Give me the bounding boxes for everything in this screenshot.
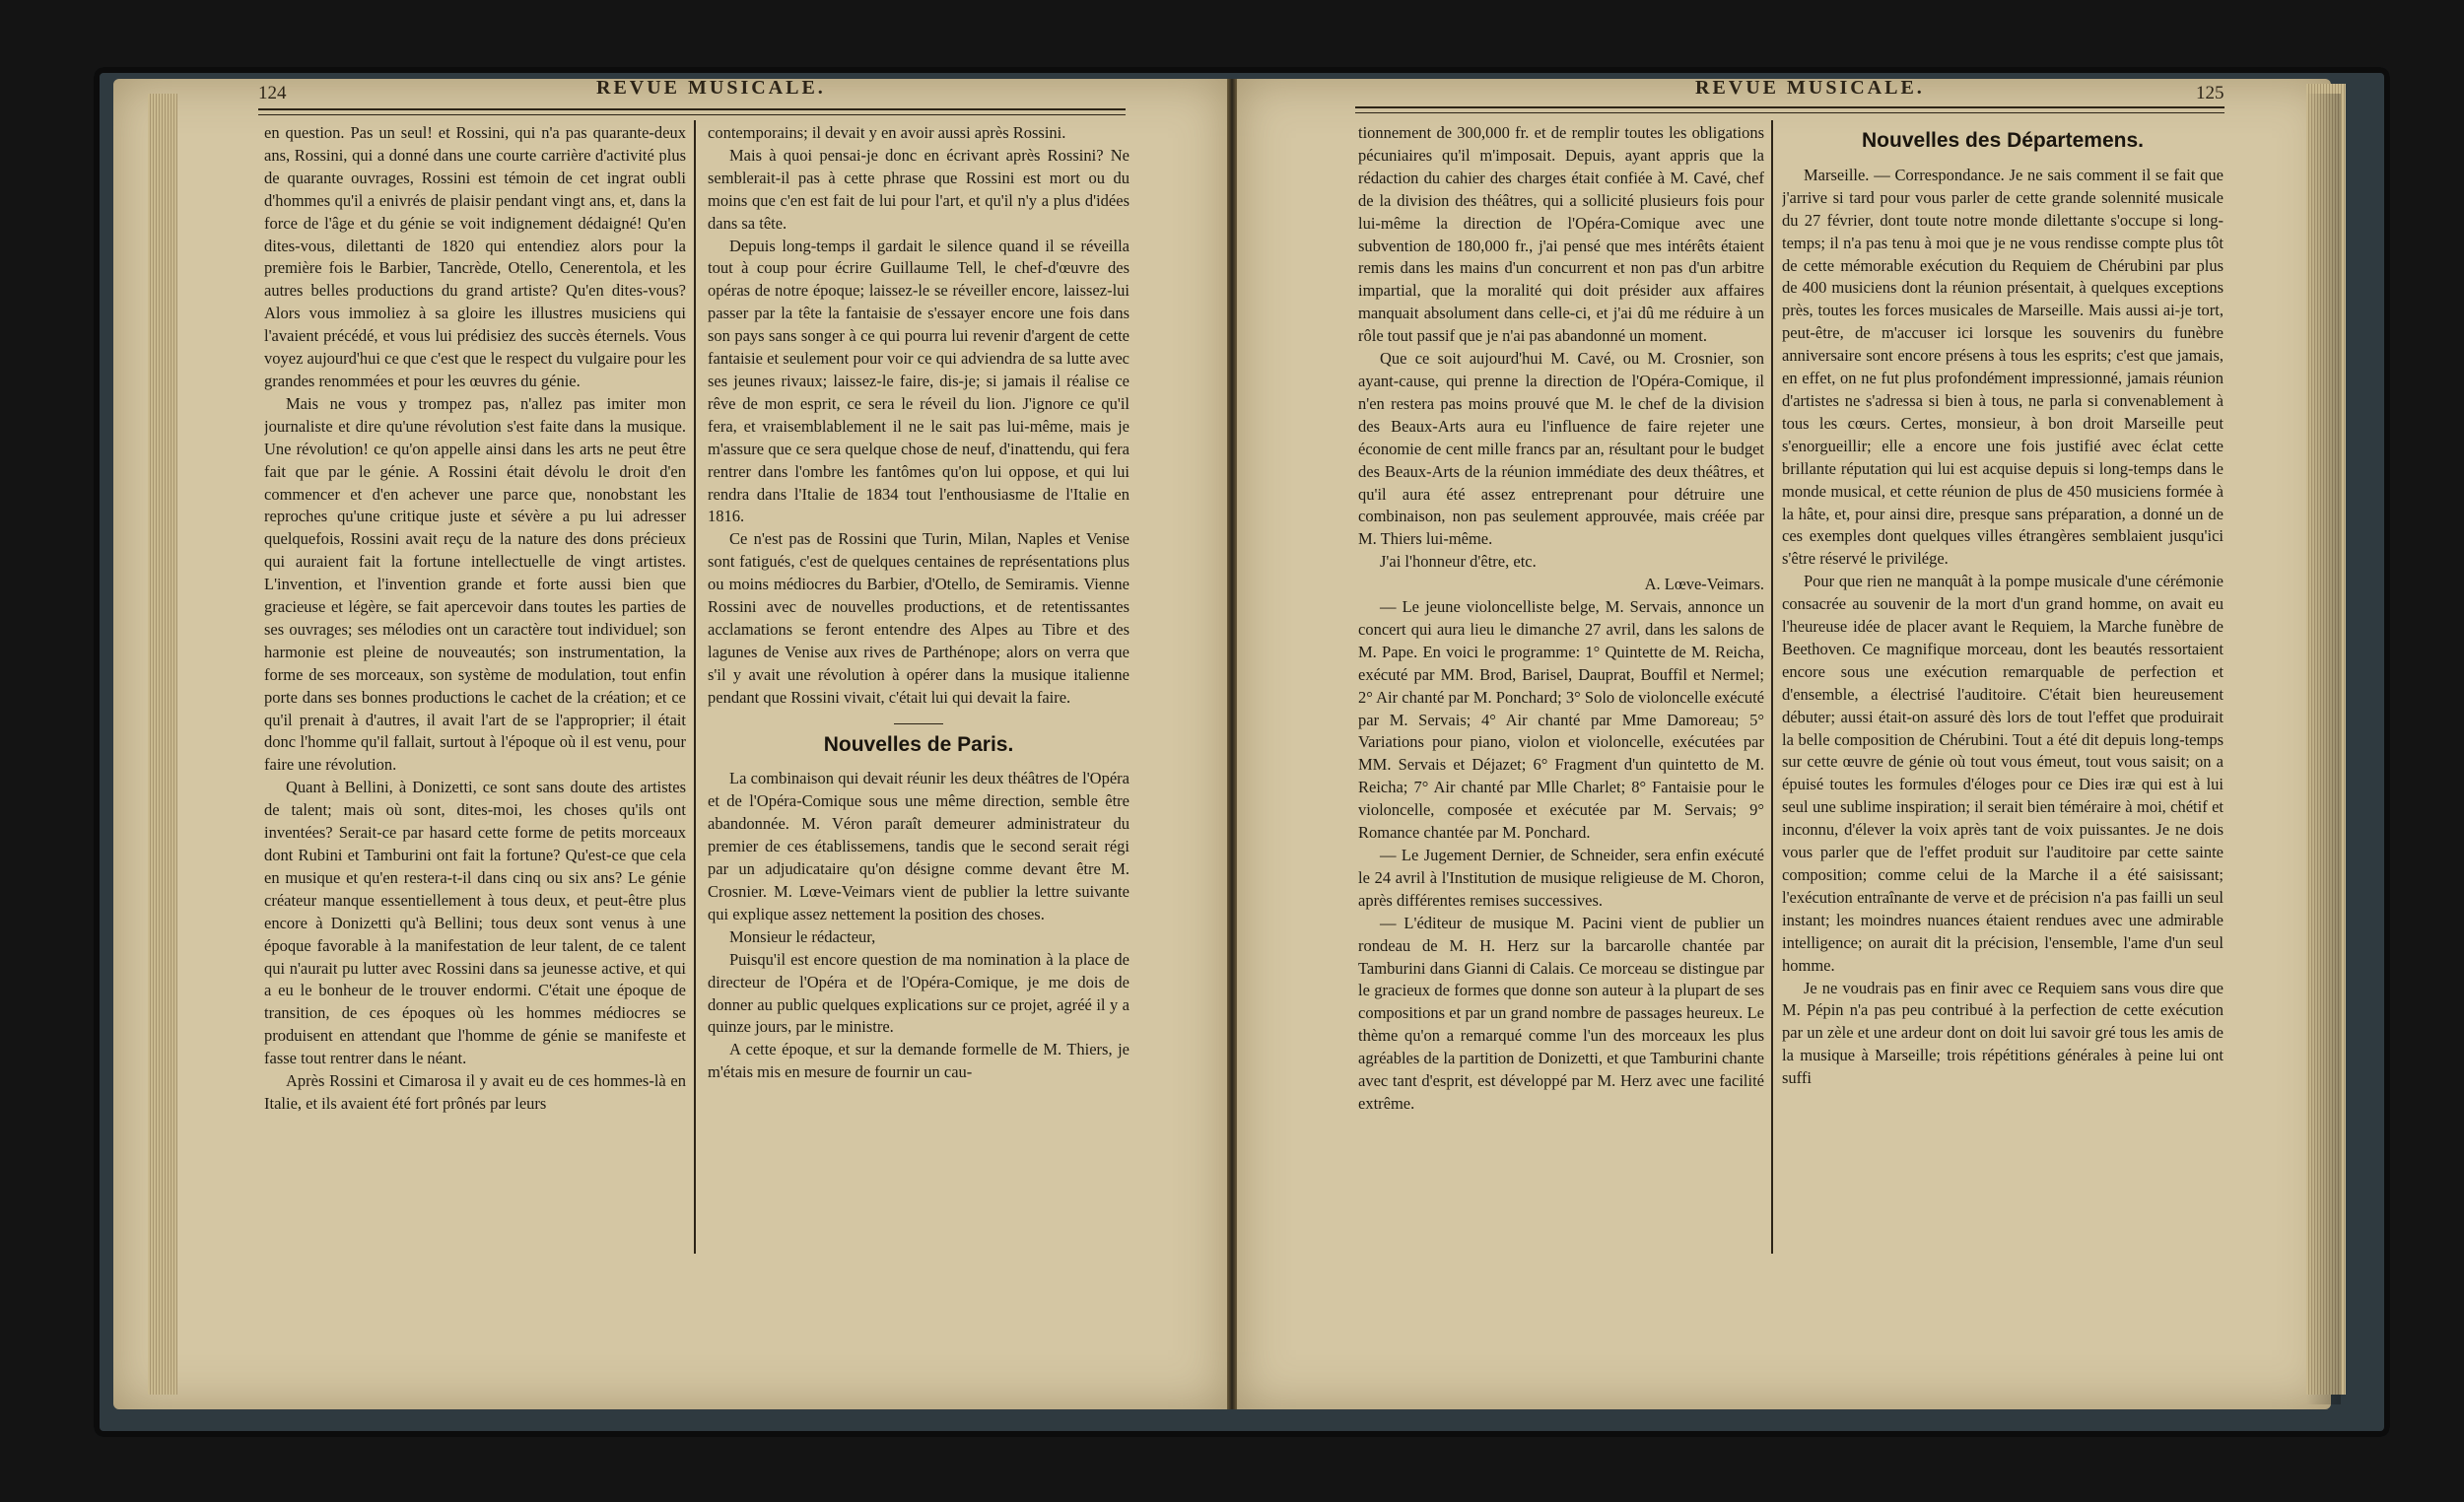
paragraph: Quant à Bellini, à Donizetti, ce sont sans doute des artistes de talent; mais où sont, dites-moi, les choses qu'ils ont inventées? Serait-ce par hasard cette forme de petits morceaux dont Rubini et Tamburini ont fait la fortune? Qu'est-ce que cela en musique et qu'en restera-t-il dans cinq ou six ans? Le génie créateur manque essentiellement à tous deux, et peut-être plus encore à Donizetti qu'à Bellini; tous deux sont venus à une époque favorable à la manifestation de leur talent, de ce talent qui n'aurait pu lutter avec Rossini dans sa jeunesse active, et qui a eu le bonheur de le trouver endormi. C'était une époque de transition, de ces époques où les hommes médiocres se produisent en attendant que l'homme de génie se manifeste et fasse tout rentrer dans le néant. [264, 778, 686, 1068]
paragraph: Je ne voudrais pas en finir avec ce Requiem sans vous dire que M. Pépin n'a pas peu contribué à la perfection de cette exécution par un zèle et une ardeur dont on doit lui savoir gré tous les amis de la musique à Marseille; trois répétitions générales à peine lui ont suffi [1782, 978, 2224, 1088]
left-column-2 [708, 122, 1129, 1251]
left-running-head: REVUE MUSICALE. [596, 77, 826, 99]
paragraph: Puisqu'il est encore question de ma nomination à la place de directeur de l'Opéra et de l'Opéra-Comique, je me dois de donner au public quelques explications sur ce projet, agréé il y a quinze jours, par le ministre. [708, 949, 1129, 1037]
right-page-number: 125 [2196, 83, 2224, 103]
paragraph: Que ce soit aujourd'hui M. Cavé, ou M. Crosnier, son ayant-cause, qui prenne la direction de l'Opéra-Comique, il n'en restera pas moins prouvé que M. le chef de la division des Beaux-Arts aura eu l'influence de faire rejeter une économie de cent mille francs par an, résultant pour le budget des Beaux-Arts de la réunion immédiate des deux théâtres, et qu'il aura été assez entreprenant pour détruire une combinaison, non pas seulement approuvée, mais créée par M. Thiers lui-même. [1358, 349, 1764, 549]
paragraph: Pour que rien ne manquât à la pompe musicale d'une cérémonie consacrée au souvenir de la mort d'un grand homme, on avait eu l'heureuse idée de placer avant le Requiem, la Marche funèbre de Beethoven. Ce magnifique morceau, dont les beautés ressortaient encore sous une exécution remarquable de perfection et d'ensemble, a électrisé l'auditoire. C'était bien heureusement débuter; aussi était-on assuré dès lors de tout l'effet que produirait la belle composition de Chérubini. Tout a été dit depuis long-temps sur cette œuvre de génie où tout vous émeut, tout vous saisit; on a épuisé toutes les formules d'éloges pour ce Dies iræ qui est à lui seul une sublime inspiration; il serait bien téméraire à moi, chétif et inconnu, d'élever la voix après tant de voix puissantes. Je ne dois vous parler que de l'effet produit sur l'auditoire par cette sainte composition; comme celui de la Marche il a été saisissant; l'exécution entraînante de verve et de précision n'a pas failli un seul instant; les moindres nuances étaient rendues avec une admirable intelligence; on aurait dit la précision, l'ensemble, l'ame d'un seul homme. [1782, 572, 2224, 975]
news-item: — Le jeune violoncelliste belge, M. Servais, annonce un concert qui aura lieu le dimanche 27 avril, dans les salons de M. Pape. En voici le programme: 1° Quintette de M. Reicha, exécuté par MM. Brod, Barisel, Dauprat, Bouffil et Nermel; 2° Air chanté par M. Ponchard; 3° Solo de violoncelle exécuté par M. Servais; 4° Air chanté par Mme Damoreau; 5° Variations pour piano, violon et violoncelle, exécutées par MM. Servais et Déjazet; 6° Fragment d'un quintetto de M. Reicha; 7° Air chanté par Mlle Charlet; 8° Fantaisie pour le violoncelle, composée et exécutée par M. Servais; 9° Romance chantée par M. Ponchard. [1358, 597, 1764, 843]
paragraph: A cette époque, et sur la demande formelle de M. Thiers, je m'étais mis en mesure de fournir un cau- [708, 1040, 1129, 1082]
paragraph: Mais ne vous y trompez pas, n'allez pas imiter mon journaliste et dire qu'une révolution s'est faite dans la musique. Une révolution! ce qu'on appelle ainsi dans les arts ne peut être fait que par le génie. A Rossini était dévolu le droit d'en commencer et d'en achever une parce que, nonobstant les reproches qu'une critique juste et sévère a pu lui adresser quelquefois, Rossini avait reçu de la nature des dons précieux qui auraient fait la fortune intellectuelle de vingt artistes. L'invention, et l'invention grande et forte aussi bien que gracieuse et légère, se fait apercevoir dans toutes les parties de ses ouvrages; ses mélodies ont un caractère tout individuel; son harmonie est pleine de nouveautés; son instrumentation, la forme de ses morceaux, son système de modulation, tout enfin porte dans ses bonnes productions le cachet de la création; et ce qu'il prenait à d'autres, il avait l'art de se l'approprier; il était donc l'homme qu'il fallait, surtout à l'époque où il est venu, pour faire une révolution. [264, 393, 686, 775]
news-item: — L'éditeur de musique M. Pacini vient de publier un rondeau de M. H. Herz sur la barcarolle chantée par Tamburini dans Gianni di Calais. Ce morceau se distingue par le gracieux de formes que donne son auteur à la plupart de ses compositions et par un grand nombre de passages heureux. Le thème qu'on a remarqué comme l'un des morceaux les plus agréables de la partition de Donizetti, et que Tamburini chante avec tant d'esprit, est développé par M. Herz avec une facilité extrême. [1358, 913, 1764, 1113]
right-column-divider [1771, 120, 1773, 1254]
paragraph: tionnement de 300,000 fr. et de remplir toutes les obligations pécuniaires qu'il m'imposait. Depuis, ayant appris que la rédaction du cahier des charges était confiée à M. Cavé, chef de la division des théâtres, qui a sollicité plusieurs fois pour lui-même la direction de l'Opéra-Comique avec une subvention de 180,000 fr., j'ai pensé que mes intérêts étaient remis dans les mains d'un concurrent et non pas d'un arbitre impartial, que la moralité qui doit présider aux affaires manquait absolument dans celle-ci, et j'ai dû me réduire à un rôle tout passif que je n'ai pas abandonné un moment. [1358, 123, 1764, 346]
paragraph: en question. Pas un seul! et Rossini, qui n'a pas quarante-deux ans, Rossini, qui a donné dans une courte carrière d'activité plus de quarante ouvrages, Rossini est témoin de cet ingrat oubli d'hommes qu'il a enivrés de plaisir pendant vingt ans, et, dans la force de l'âge et du génie se voit indignement dédaigné! Qu'en dites-vous, dilettanti de 1820 qui entendiez alors pour la première fois le Barbier, Tancrède, Otello, Cenerentola, et les autres belles productions du grand artiste? Qu'en dites-vous? Alors vous immoliez à sa gloire les illustres musiciens qui l'avaient précédé, et vous lui prédisiez des succès éternels. Vous voyez aujourd'hui ce que c'est que le respect du vulgaire pour les grandes renommées et pour les œuvres du génie. [264, 123, 686, 390]
paragraph: contemporains; il devait y en avoir aussi après Rossini. [708, 123, 1066, 142]
right-header-rule [1355, 106, 2224, 113]
book-gutter [1227, 79, 1237, 1409]
paragraph: Depuis long-temps il gardait le silence quand il se réveilla tout à coup pour écrire Guillaume Tell, le chef-d'œuvre des opéras de notre époque; laissez-le se réveiller encore, laissez-lui passer par la tête la fantaisie de s'essayer encore une fois dans son pays sans songer à ce qui pourra lui revenir d'argent de cette fantaisie et seulement pour voir ce qui adviendra de sa lutte avec ses jeunes rivaux; laissez-le faire, dis-je; si jamais il réalise ce rêve de mon esprit, ce sera le réveil du lion. J'ignore ce qu'il fera, et vraisemblablement il ne le sait pas lui-même, mais je m'assure que ce sera quelque chose de neuf, d'inattendu, qui fera rentrer dans l'ombre les fantômes qu'on lui oppose, et qui lui rendra dans l'Italie de 1834 tout l'enthousiasme de l'Italie en 1816. [708, 236, 1129, 526]
paragraph: Ce n'est pas de Rossini que Turin, Milan, Naples et Venise sont fatigués, c'est de quelques centaines de représentations plus ou moins médiocres du Barbier, d'Otello, de Semiramis. Vienne Rossini avec de nouvelles productions, et de retentissantes acclamations se feront entendre des Alpes au Tibre et des lagunes de Venise aux rives de Parthénope; alors on verra que s'il y avait une révolution à opérer dans la musique italienne pendant que Rossini vivait, c'était lui qui devait la faire. [708, 529, 1129, 707]
paragraph: Après Rossini et Cimarosa il y avait eu de ces hommes-là en Italie, et ils avaient été fort prônés par leurs [264, 1071, 686, 1113]
left-page-number: 124 [258, 83, 287, 103]
right-column-2 [1782, 122, 2224, 1251]
paragraph: Monsieur le rédacteur, [729, 926, 876, 946]
paragraph: La combinaison qui devait réunir les deux théâtres de l'Opéra et de l'Opéra-Comique sous une même direction, semble être abandonnée. M. Véron paraît demeurer administrateur du premier de ces établissemens, tandis que le second serait régi par un adjudicataire qu'on désigne comme devant être M. Crosnier. M. Lœve-Veimars vient de publier la lettre suivante qui explique assez nettement la position des choses. [708, 769, 1129, 923]
news-item: — Le Jugement Dernier, de Schneider, sera enfin exécuté le 24 avril à l'Institution de musique religieuse de M. Choron, après différentes remises successives. [1358, 846, 1764, 910]
paragraph: Mais à quoi pensai-je donc en écrivant après Rossini? Ne semblerait-il pas à cette phrase que Rossini est mort ou du moins que c'en est fait de lui pour l'art, et qu'il n'y a plus d'idées dans sa tête. [708, 145, 1129, 233]
section-title-departemens: Nouvelles des Départemens. [1862, 129, 2144, 152]
section-title-paris: Nouvelles de Paris. [823, 732, 1014, 756]
left-page-edges [148, 94, 177, 1395]
left-column-divider [694, 120, 696, 1254]
section-separator [894, 723, 943, 724]
right-running-head: REVUE MUSICALE. [1695, 77, 1925, 99]
right-edge-shadow [2306, 94, 2341, 1404]
right-column-1 [1358, 122, 1764, 1251]
left-header-rule [258, 108, 1126, 115]
signature: A. Lœve-Veimars. [1644, 575, 1764, 594]
paragraph: J'ai l'honneur d'être, etc. [1380, 552, 1537, 572]
left-column-1 [264, 122, 686, 1251]
paragraph: Marseille. — Correspondance. Je ne sais comment il se fait que j'arrive si tard pour vous parler de cette grande solennité musicale du 27 février, dont toute notre monde dilettante s'occupe si long-temps; il n'a pas tenu à moi que je ne vous rendisse compte plus tôt de cette mémorable exécution du Requiem de Chérubini par plus de 400 musiciens dont la réunion présentait, à quelques exceptions près, toutes les forces musicales de Marseille. Mais aussi ai-je tort, peut-être, de m'accuser ici lorsque les souvenirs du funèbre anniversaire sont encore présens à tous les esprits; c'est que jamais, en effet, on ne fut plus profondément impressionné, jamais réunion d'artistes ne s'adressa si bien à tous, ne parla si convenablement à tous les cœurs. Certes, monsieur, à bon droit Marseille peut s'enorgueillir; elle a encore une fois justifié avec éclat cette brillante réputation qui lui est acquise depuis si long-temps dans le monde musical, et cette réunion de plus de 450 musiciens formée à la hâte, et, pour ainsi dire, presque sans préparation, a donné un de ces exemples dont quelques villes étrangères semblaient jusqu'ici s'être réservé le privilége. [1782, 165, 2224, 569]
